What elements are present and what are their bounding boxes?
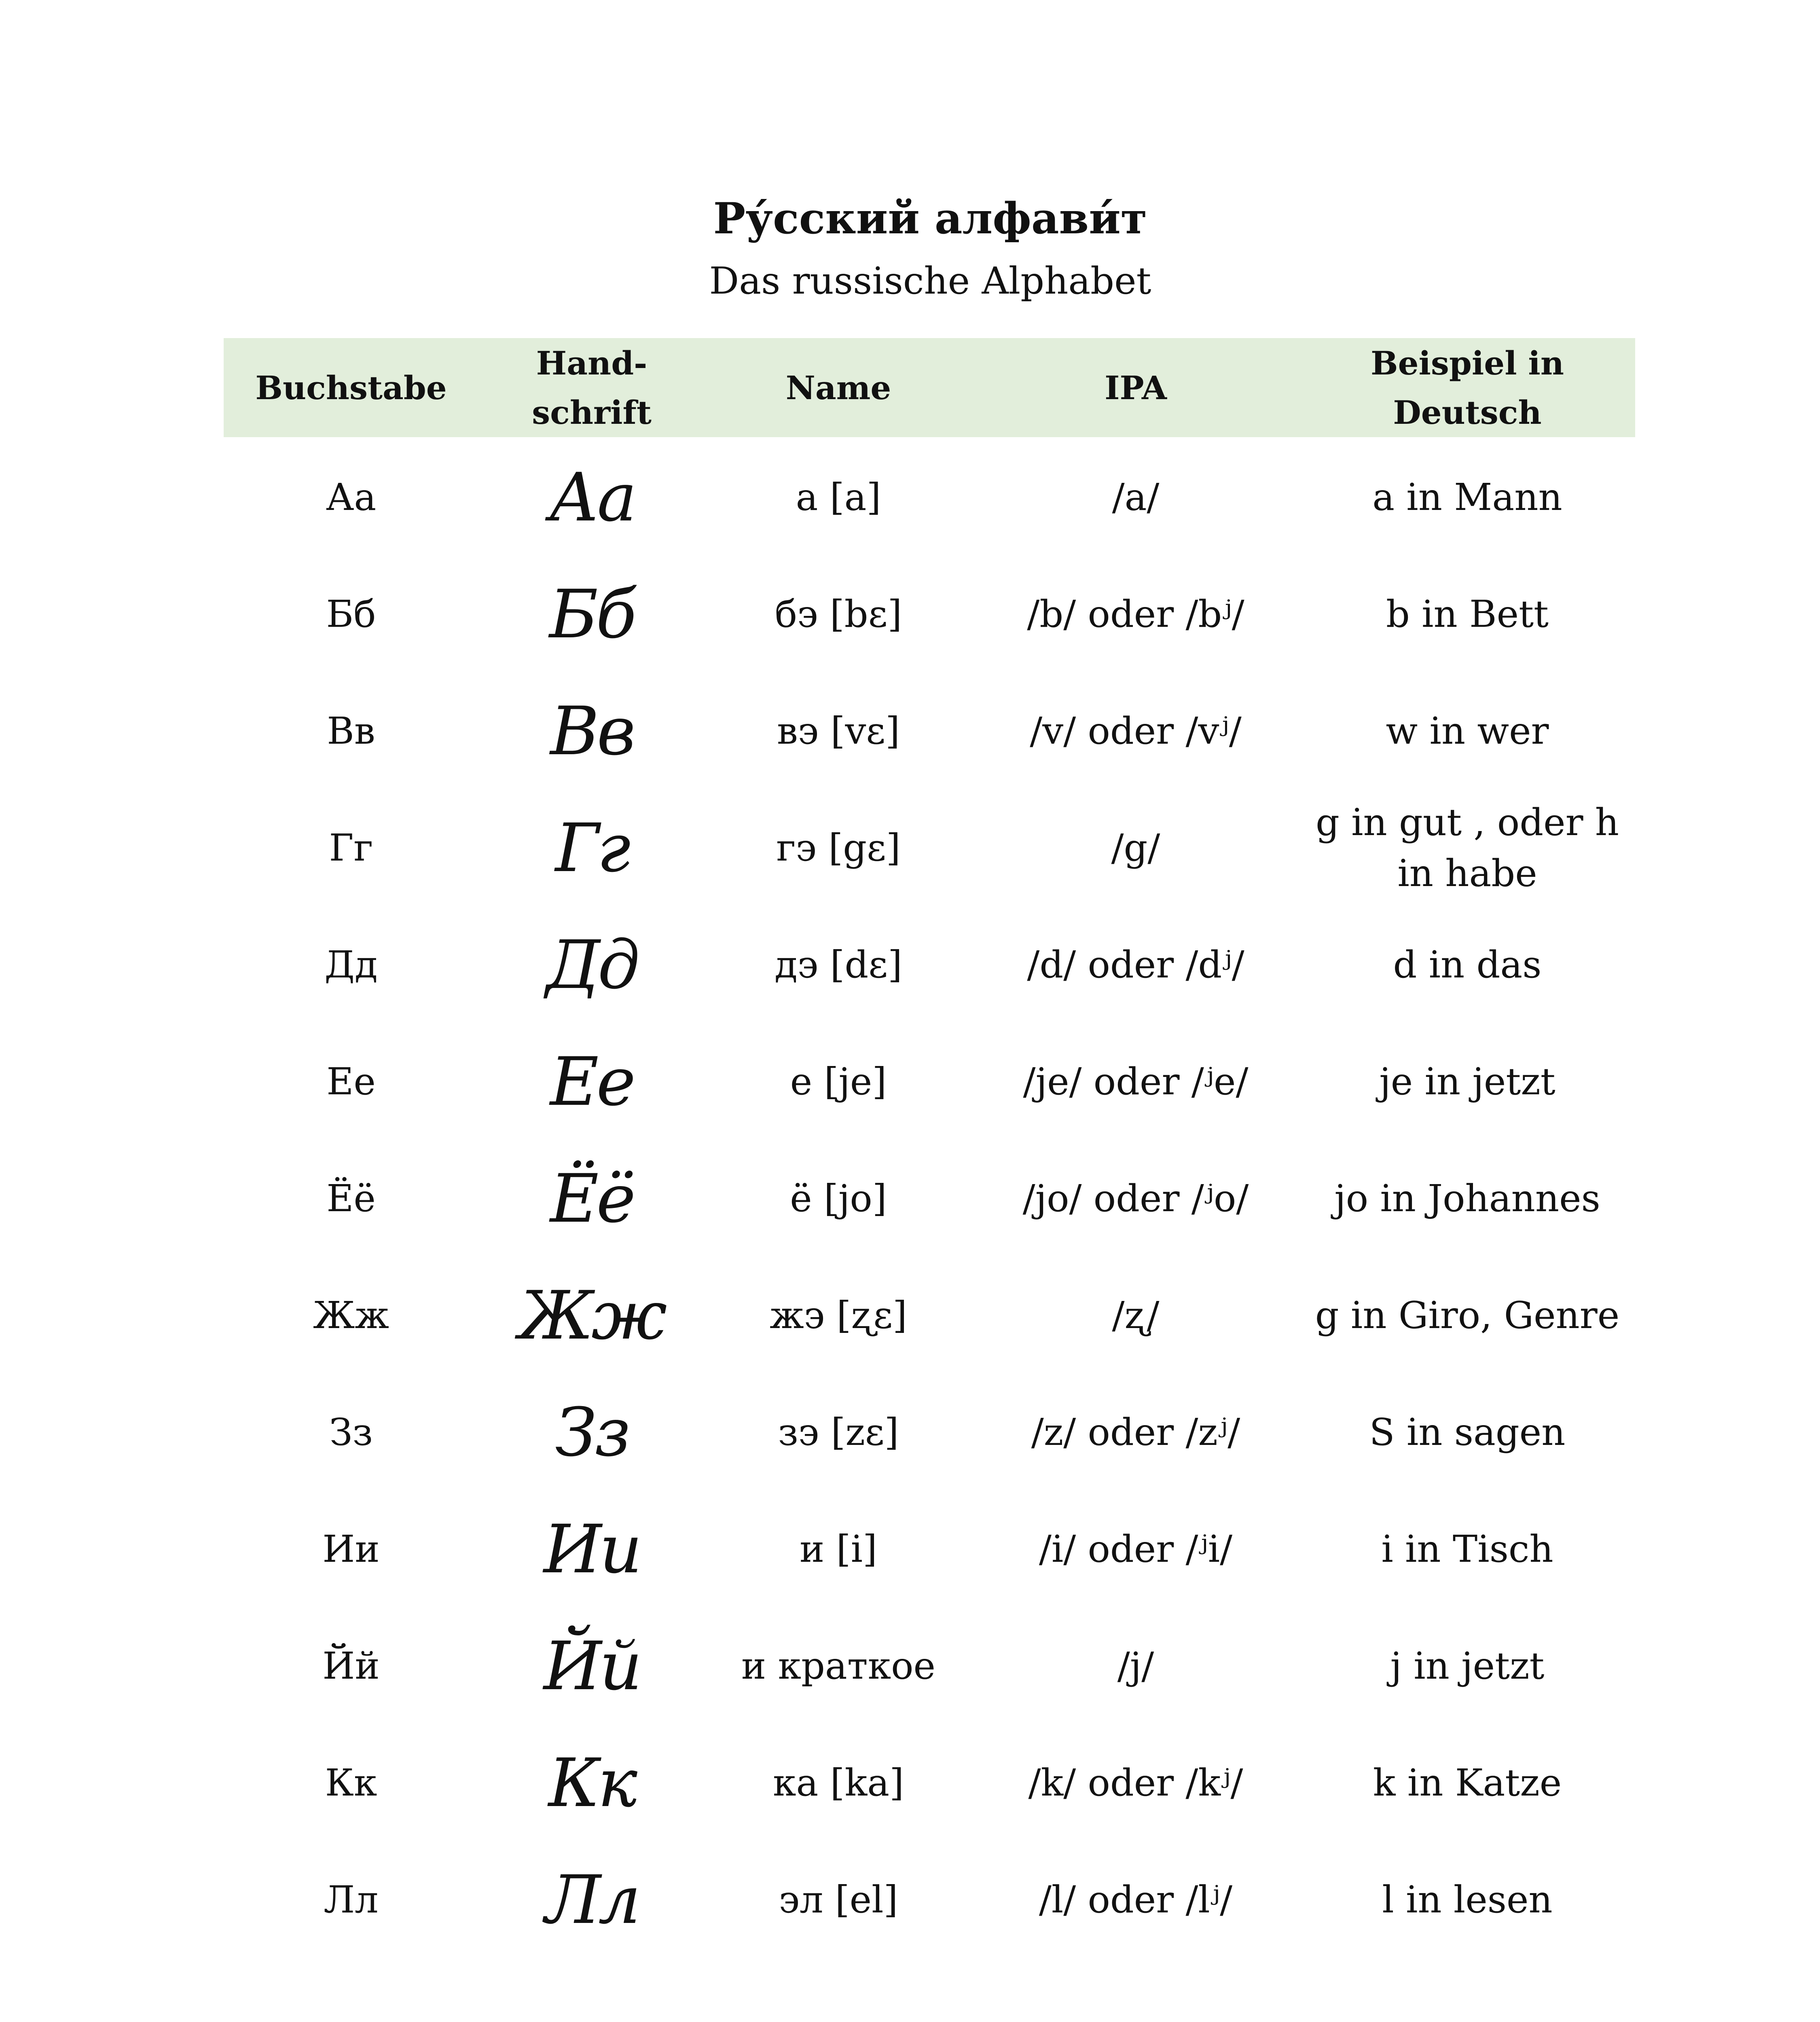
ipa-cell: /d/ oder /dʲ/ <box>1027 943 1244 986</box>
letter-cell: Бб <box>326 592 376 636</box>
example-cell: jo in Johannes <box>1334 1176 1600 1220</box>
letter-cell: Ее <box>326 1060 376 1103</box>
page-title: Ру́сский алфави́т <box>713 193 1147 243</box>
example-cell: g in Giro, Genre <box>1315 1293 1620 1337</box>
handwriting-cell: Лл <box>545 1861 639 1939</box>
ipa-cell: /jo/ oder /ʲo/ <box>1022 1176 1249 1220</box>
ipa-cell: /l/ oder /lʲ/ <box>1039 1878 1233 1921</box>
ipa-cell: /v/ oder /vʲ/ <box>1030 709 1242 753</box>
handwriting-cell: Вв <box>550 692 633 770</box>
name-cell: эл [el] <box>779 1878 898 1921</box>
handwriting-cell: Ёё <box>550 1159 634 1237</box>
ipa-cell: /je/ oder /ʲe/ <box>1023 1060 1249 1103</box>
ipa-cell: /g/ <box>1111 826 1160 869</box>
ipa-cell: /ʐ/ <box>1112 1293 1160 1337</box>
header-ipa: IPA <box>1105 368 1167 407</box>
table-row <box>224 1374 1635 1491</box>
example-cell: b in Bett <box>1386 592 1549 636</box>
example-cell: a in Mann <box>1372 475 1562 519</box>
ipa-cell: /j/ <box>1117 1644 1154 1688</box>
header-example-line-2: Deutsch <box>1393 393 1542 431</box>
table-row <box>224 1257 1635 1374</box>
header-example <box>1299 338 1635 437</box>
letter-cell: Жж <box>313 1293 389 1337</box>
handwriting-cell: Аа <box>549 458 635 536</box>
letter-cell: Дд <box>324 943 378 986</box>
table-row <box>224 1023 1635 1140</box>
name-cell: е [je] <box>790 1060 887 1103</box>
letter-cell: Йй <box>322 1644 380 1688</box>
example-cell: je in jetzt <box>1379 1060 1555 1103</box>
name-cell: и [i] <box>800 1527 877 1571</box>
header-handwriting <box>478 338 705 437</box>
example-cell: k in Katze <box>1373 1761 1562 1804</box>
page-subtitle: Das russische Alphabet <box>709 259 1151 302</box>
example-cell: g in gut , oder h in habe <box>1315 800 1619 895</box>
ipa-cell: /z/ oder /zʲ/ <box>1031 1410 1240 1454</box>
example-cell: i in Tisch <box>1381 1527 1553 1571</box>
example-cell: d in das <box>1393 943 1542 986</box>
handwriting-cell: Зз <box>555 1393 629 1471</box>
letter-cell: Лл <box>324 1878 379 1921</box>
table-row <box>224 789 1635 906</box>
table-row <box>224 439 1635 556</box>
table-row <box>224 673 1635 789</box>
table-header-row <box>224 338 1635 437</box>
header-handwriting-line-2: schrift <box>532 393 652 431</box>
letter-cell: Ии <box>322 1527 380 1571</box>
handwriting-cell: Бб <box>549 575 634 653</box>
example-cell: S in sagen <box>1369 1410 1566 1454</box>
table-body <box>224 439 1635 1958</box>
handwriting-cell: Кк <box>548 1744 635 1822</box>
alphabet-table <box>224 338 1635 1958</box>
header-letter: Buchstabe <box>255 368 447 407</box>
example-cell: w in wer <box>1386 709 1549 753</box>
ipa-cell: /i/ oder /ʲi/ <box>1039 1527 1233 1571</box>
table-row <box>224 1724 1635 1841</box>
letter-cell: Вв <box>327 709 375 753</box>
name-cell: жэ [ʐɛ] <box>770 1293 907 1337</box>
table-row <box>224 1841 1635 1958</box>
header-handwriting-line-1: Hand- <box>536 344 648 382</box>
table-row <box>224 556 1635 673</box>
header-example-line-1: Beispiel in <box>1371 344 1564 382</box>
table-row <box>224 1140 1635 1257</box>
table-row <box>224 906 1635 1023</box>
name-cell: бэ [bɛ] <box>775 592 902 636</box>
name-cell: ё [jo] <box>790 1176 887 1220</box>
ipa-cell: /b/ oder /bʲ/ <box>1027 592 1244 636</box>
ipa-cell: /k/ oder /kʲ/ <box>1028 1761 1243 1804</box>
handwriting-cell: Дд <box>546 926 638 1004</box>
header-name: Name <box>785 368 891 407</box>
handwriting-cell: Йй <box>543 1627 640 1705</box>
name-cell: а [a] <box>796 475 881 519</box>
letter-cell: Ёё <box>326 1176 376 1220</box>
letter-cell: Кк <box>325 1761 377 1804</box>
table-row <box>224 1607 1635 1724</box>
handwriting-cell: Жж <box>518 1276 665 1354</box>
example-cell: l in lesen <box>1382 1878 1553 1921</box>
handwriting-cell: Ии <box>543 1510 640 1588</box>
name-cell: и краткое <box>741 1644 936 1688</box>
name-cell: зэ [zɛ] <box>778 1410 899 1454</box>
handwriting-cell: Ее <box>550 1043 634 1121</box>
name-cell: дэ [dɛ] <box>775 943 902 986</box>
table-row <box>224 1491 1635 1607</box>
ipa-cell: /a/ <box>1112 475 1160 519</box>
letter-cell: Гг <box>329 826 373 869</box>
letter-cell: Зз <box>329 1410 373 1454</box>
name-cell: ка [ka] <box>773 1761 904 1804</box>
name-cell: гэ [gɛ] <box>776 826 901 869</box>
example-cell: j in jetzt <box>1390 1644 1545 1688</box>
name-cell: вэ [vɛ] <box>777 709 900 753</box>
handwriting-cell: Гг <box>555 809 629 887</box>
letter-cell: Аа <box>326 475 377 519</box>
